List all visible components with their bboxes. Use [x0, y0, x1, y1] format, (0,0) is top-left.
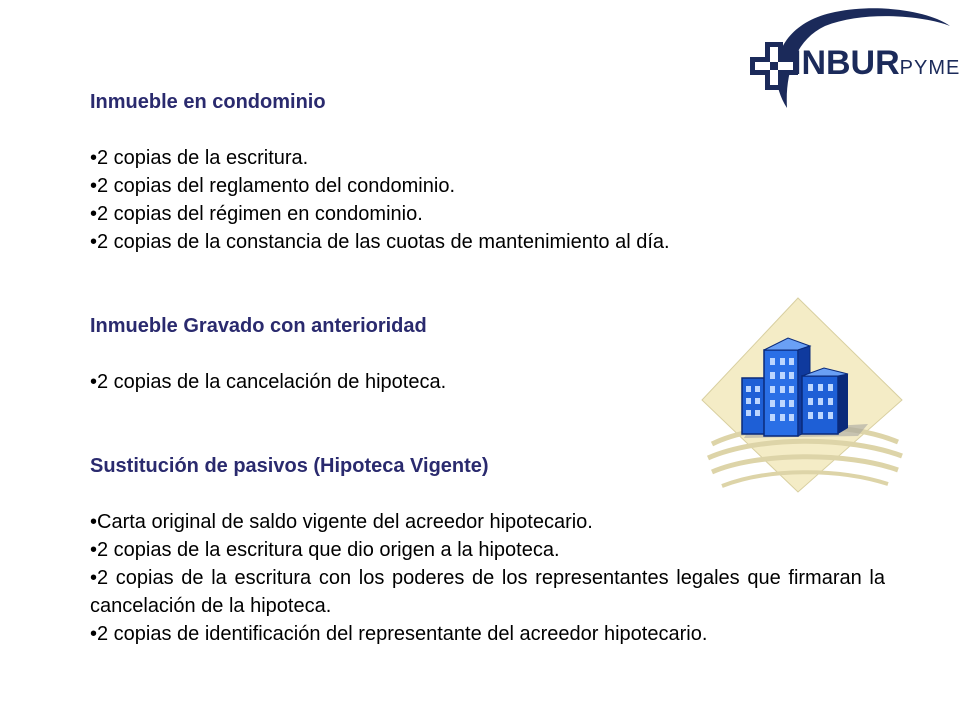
list-condominio — [90, 144, 885, 256]
list-item: •Carta original de saldo vigente del acreedor hipotecario. — [90, 511, 593, 533]
logo-brand-sub: PYME — [899, 57, 960, 79]
buildings-clipart-icon — [698, 296, 904, 496]
list-item: •2 copias de la cancelación de hipoteca. — [90, 371, 447, 393]
logo-brand-main: INBUR — [792, 44, 900, 82]
list-item: •2 copias de la escritura que dio origen a la hipoteca. — [90, 539, 560, 561]
list-item: •2 copias de la escritura con los poderes de los representantes legales que firmaran la cancelación de la hipoteca. — [90, 567, 885, 617]
list-item: •2 copias de identificación del representante del acreedor hipotecario. — [90, 623, 708, 645]
list-item: •2 copias de la constancia de las cuotas de mantenimiento al día. — [90, 231, 670, 253]
list-sustitucion — [90, 508, 885, 648]
section-heading-gravado: Inmueble Gravado con anterioridad — [90, 315, 427, 337]
section-heading-sustitucion: Sustitución de pasivos (Hipoteca Vigente) — [90, 455, 489, 477]
list-item: •2 copias del reglamento del condominio. — [90, 175, 455, 197]
list-item: •2 copias de la escritura. — [90, 147, 309, 169]
section-heading-condominio: Inmueble en condominio — [90, 91, 326, 113]
list-item: •2 copias del régimen en condominio. — [90, 203, 423, 225]
